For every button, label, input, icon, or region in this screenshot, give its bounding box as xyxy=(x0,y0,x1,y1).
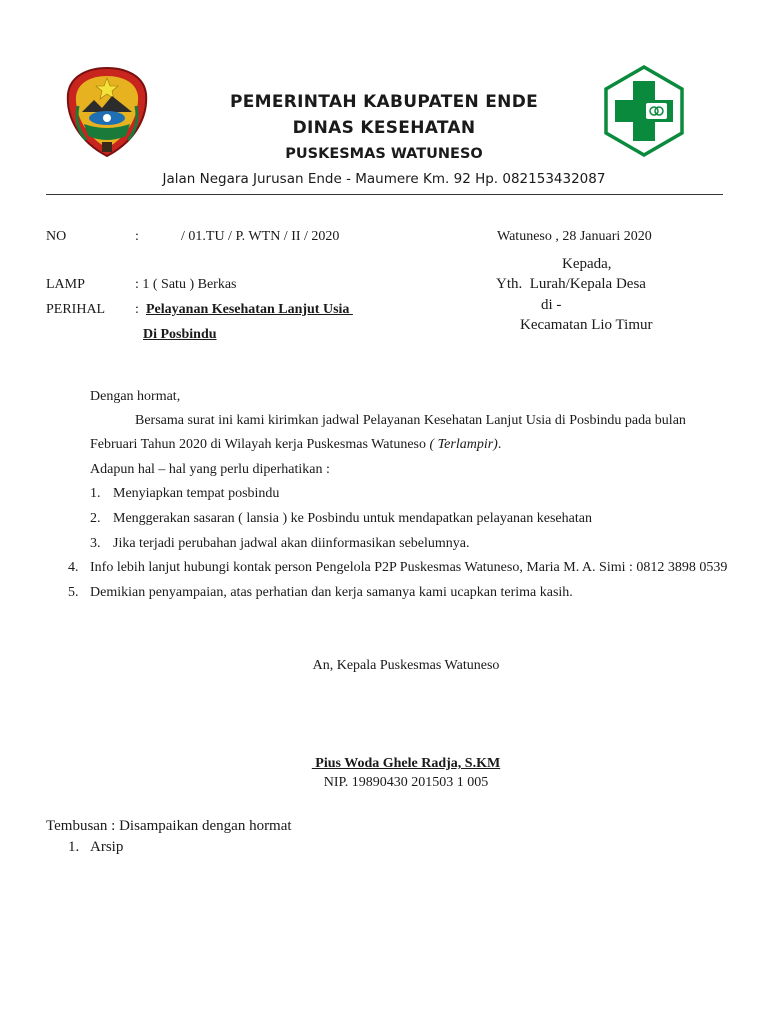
lamp-label: LAMP xyxy=(46,277,85,292)
ende-regency-crest-icon xyxy=(64,66,150,158)
tembusan-item: Arsip xyxy=(90,839,124,855)
lamp-value: : 1 ( Satu ) Berkas xyxy=(135,277,237,292)
list-item-number: 2. xyxy=(90,511,101,526)
signatory-nip: NIP. 19890430 201503 1 005 xyxy=(323,775,489,790)
paragraph-line1: Bersama surat ini kami kirimkan jadwal Pelayanan Kesehatan Lanjut Usia di Posbindu pada bulan xyxy=(135,413,686,428)
recipient-di: di - xyxy=(541,297,562,313)
perihal-label: PERIHAL xyxy=(46,302,106,317)
perihal-subject-line1: Pelayanan Kesehatan Lanjut Usia xyxy=(146,302,353,317)
list-intro: Adapun hal – hal yang perlu diperhatikan : xyxy=(90,462,330,477)
salutation: Dengan hormat, xyxy=(90,389,181,404)
header-address: Jalan Negara Jurusan Ende - Maumere Km. 92 Hp. 082153432087 xyxy=(162,171,606,187)
list-item: Menyiapkan tempat posbindu xyxy=(113,486,280,501)
header-dinas: DINAS KESEHATAN xyxy=(292,118,476,138)
letter-number: / 01.TU / P. WTN / II / 2020 xyxy=(181,229,340,244)
list-item: Jika terjadi perubahan jadwal akan diinformasikan sebelumnya. xyxy=(113,536,470,551)
recipient-kepada: Kepada, xyxy=(562,256,612,272)
perihal-subject-line2: Di Posbindu xyxy=(143,327,217,342)
list-item-number: 3. xyxy=(90,536,101,551)
recipient-yth: Yth. Lurah/Kepala Desa xyxy=(496,276,646,292)
letter-date: Watuneso , 28 Januari 2020 xyxy=(497,229,652,244)
paragraph-line2: Februari Tahun 2020 di Wilayah kerja Puskesmas Watuneso ( Terlampir). xyxy=(90,437,502,452)
header-government: PEMERINTAH KABUPATEN ENDE xyxy=(229,92,539,112)
header-puskesmas: PUSKESMAS WATUNESO xyxy=(285,146,483,162)
list-item: Demikian penyampaian, atas perhatian dan kerja samanya kami ucapkan terima kasih. xyxy=(90,585,573,600)
list-item: Info lebih lanjut hubungi kontak person Pengelola P2P Puskesmas Watuneso, Maria M. A. Simi : 0812 3898 0539 xyxy=(90,560,728,575)
recipient-kecamatan: Kecamatan Lio Timur xyxy=(520,317,653,333)
tembusan-label: Tembusan : Disampaikan dengan hormat xyxy=(46,818,292,834)
list-item-number: 4. xyxy=(68,560,79,575)
list-item-number: 5. xyxy=(68,585,79,600)
perihal-colon: : xyxy=(135,302,139,317)
no-label: NO xyxy=(46,229,67,244)
header-divider xyxy=(46,194,723,195)
no-colon: : xyxy=(135,229,139,244)
signatory-name: Pius Woda Ghele Radja, S.KM xyxy=(311,756,501,771)
signature-title: An, Kepala Puskesmas Watuneso xyxy=(312,658,500,673)
tembusan-item-number: 1. xyxy=(68,839,80,855)
attachment-note: ( Terlampir) xyxy=(429,437,498,452)
list-item-number: 1. xyxy=(90,486,101,501)
list-item: Menggerakan sasaran ( lansia ) ke Posbindu untuk mendapatkan pelayanan kesehatan xyxy=(113,511,592,526)
